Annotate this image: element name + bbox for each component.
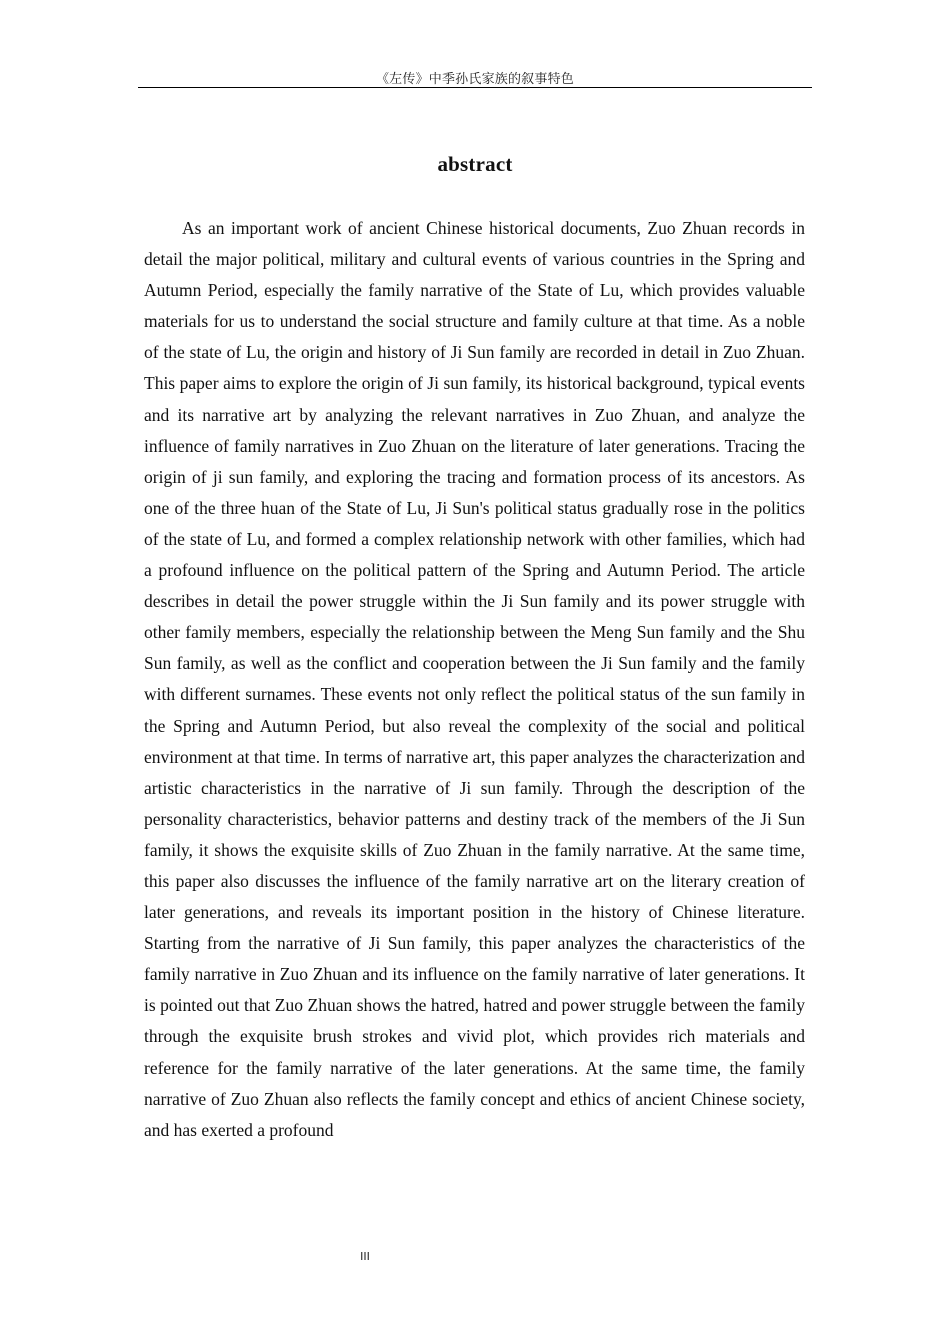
page-number: III — [360, 1250, 370, 1263]
abstract-paragraph: As an important work of ancient Chinese historical documents, Zuo Zhuan records in detail the major political, military and cultural events of various countries in the Spring and Autumn Period, especially the family narrative of the State of Lu, which provides valuable materials for us to understand the social structure and family culture at that time. As a noble of the state of Lu, the origin and history of Ji Sun family are recorded in detail in Zuo Zhuan. This paper aims to explore the origin of Ji sun family, its historical background, typical events and its narrative art by analyzing the relevant narratives in Zuo Zhuan, and analyze the influence of family narratives in Zuo Zhuan on the literature of later generations. Tracing the origin of ji sun family, and exploring the tracing and formation process of its ancestors. As one of the three huan of the State of Lu, Ji Sun's political status gradually rose in the politics of the state of Lu, and formed a complex relationship network with other families, which had a profound influence on the political pattern of the Spring and Autumn Period. The article describes in detail the power struggle within the Ji Sun family and its power struggle with other family members, especially the relationship between the Meng Sun family and the Shu Sun family, as well as the conflict and cooperation between the Ji Sun family and the family with different surnames. These events not only reflect the political status of the sun family in the Spring and Autumn Period, but also reveal the complexity of the social and political environment at that time. In terms of narrative art, this paper analyzes the characterization and artistic characteristics in the narrative of Ji sun family. Through the description of the personality characteristics, behavior patterns and destiny track of the members of the Ji Sun family, it shows the exquisite skills of Zuo Zhuan in the family narrative. At the same time, this paper also discusses the influence of the family narrative art on the literary creation of later generations, and reveals its important position in the history of Chinese literature. Starting from the narrative of Ji Sun family, this paper analyzes the characteristics of the family narrative in Zuo Zhuan and its influence on the family narrative of later generations. It is pointed out that Zuo Zhuan shows the hatred, hatred and power struggle between the family through the exquisite brush strokes and vivid plot, which provides rich materials and reference for the family narrative of the later generations. At the same time, the family narrative of Zuo Zhuan also reflects the family concept and ethics of ancient Chinese society, and has exerted a profound — [144, 218, 805, 1140]
header-rule — [138, 87, 812, 88]
running-header: 《左传》中季孙氏家族的叙事特色 — [375, 72, 574, 87]
section-title: abstract — [437, 152, 513, 176]
